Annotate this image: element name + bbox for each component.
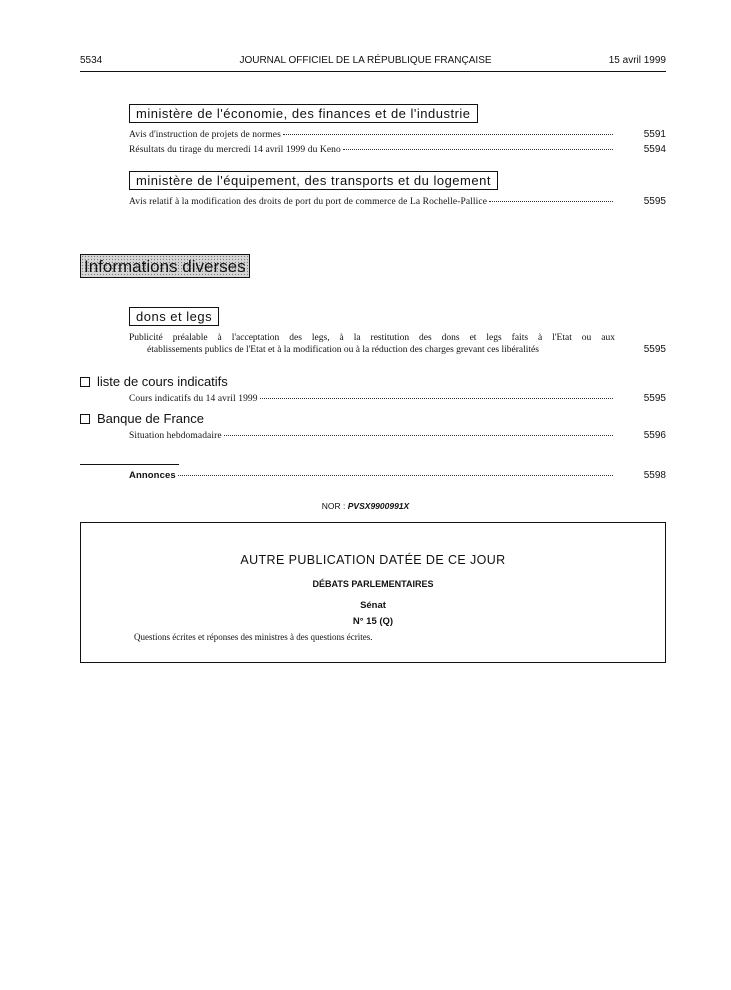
informations-diverses-heading: Informations diverses [80,254,250,278]
toc-entry-text: Situation hebdomadaire [129,431,222,441]
section-title-equipement: ministère de l'équipement, des transports et du logement [129,171,498,190]
toc-page-number: 5596 [643,430,666,441]
toc-entry-annonces[interactable] [129,470,615,482]
toc-entry-text: Cours indicatifs du 14 avril 1999 [129,394,258,404]
toc-page-number: 5595 [643,344,666,355]
toc-entry-text: Avis d'instruction de projets de normes [129,130,281,140]
header-rule [80,71,666,72]
toc-page-number: 5595 [643,196,666,207]
toc-page-number: 5598 [643,470,666,481]
issue-number: N° 15 (Q) [352,616,394,627]
toc-entry[interactable] [129,393,615,405]
toc-entry-text: Avis relatif à la modification des droits de port du port de commerce de La Rochelle-Pallice [129,197,488,207]
annonces-rule [80,464,179,465]
toc-entry-text: Résultats du tirage du mercredi 14 avril 1999 du Keno [129,145,341,155]
toc-page-number: 5594 [643,144,666,155]
section-title-banque-label: Banque de France [97,411,204,426]
toc-entry[interactable] [129,129,615,141]
debats-heading: DÉBATS PARLEMENTAIRES [312,579,434,589]
issue-date: 15 avril 1999 [608,55,666,66]
publication-description: Questions écrites et réponses des ministres à des questions écrites. [134,632,373,642]
autre-publication-heading: AUTRE PUBLICATION DATÉE DE CE JOUR [240,553,506,567]
checkbox-square-icon [80,377,90,387]
toc-entry[interactable] [129,196,615,208]
section-title-cours [80,374,228,389]
page-number: 5534 [80,55,103,66]
checkbox-square-icon [80,414,90,424]
toc-page-number: 5595 [643,393,666,404]
autre-publication-box [80,522,666,663]
toc-entry[interactable] [129,430,615,442]
dot-leader [283,134,613,135]
dot-leader [260,398,613,399]
dot-leader [224,435,613,436]
toc-entry[interactable] [129,144,615,156]
section-title-economie: ministère de l'économie, des finances et de l'industrie [129,104,478,123]
journal-title: JOURNAL OFFICIEL DE LA RÉPUBLIQUE FRANÇAISE [239,55,492,66]
dons-et-legs-line-2: établissements publics de l'Etat et à la modification ou à la réduction des charges grevant ces libéralités [147,345,539,355]
section-title-banque [80,411,204,426]
dot-leader [343,149,613,150]
nor-reference [0,501,731,511]
annonces-label: Annonces [129,470,176,481]
dons-et-legs-entry[interactable] [129,332,615,356]
chamber-name: Sénat [360,600,386,611]
dons-et-legs-line-1: Publicité préalable à l'acceptation des legs, à la restitution des dons et legs faits à l'Etat ou aux [129,333,615,343]
nor-code: PVSX9900991X [347,501,410,511]
section-title-cours-label: liste de cours indicatifs [97,374,228,389]
dot-leader [489,201,613,202]
toc-page-number: 5591 [643,129,666,140]
dot-leader [178,475,613,476]
nor-label: NOR : [321,501,346,511]
section-title-dons-et-legs: dons et legs [129,307,219,326]
